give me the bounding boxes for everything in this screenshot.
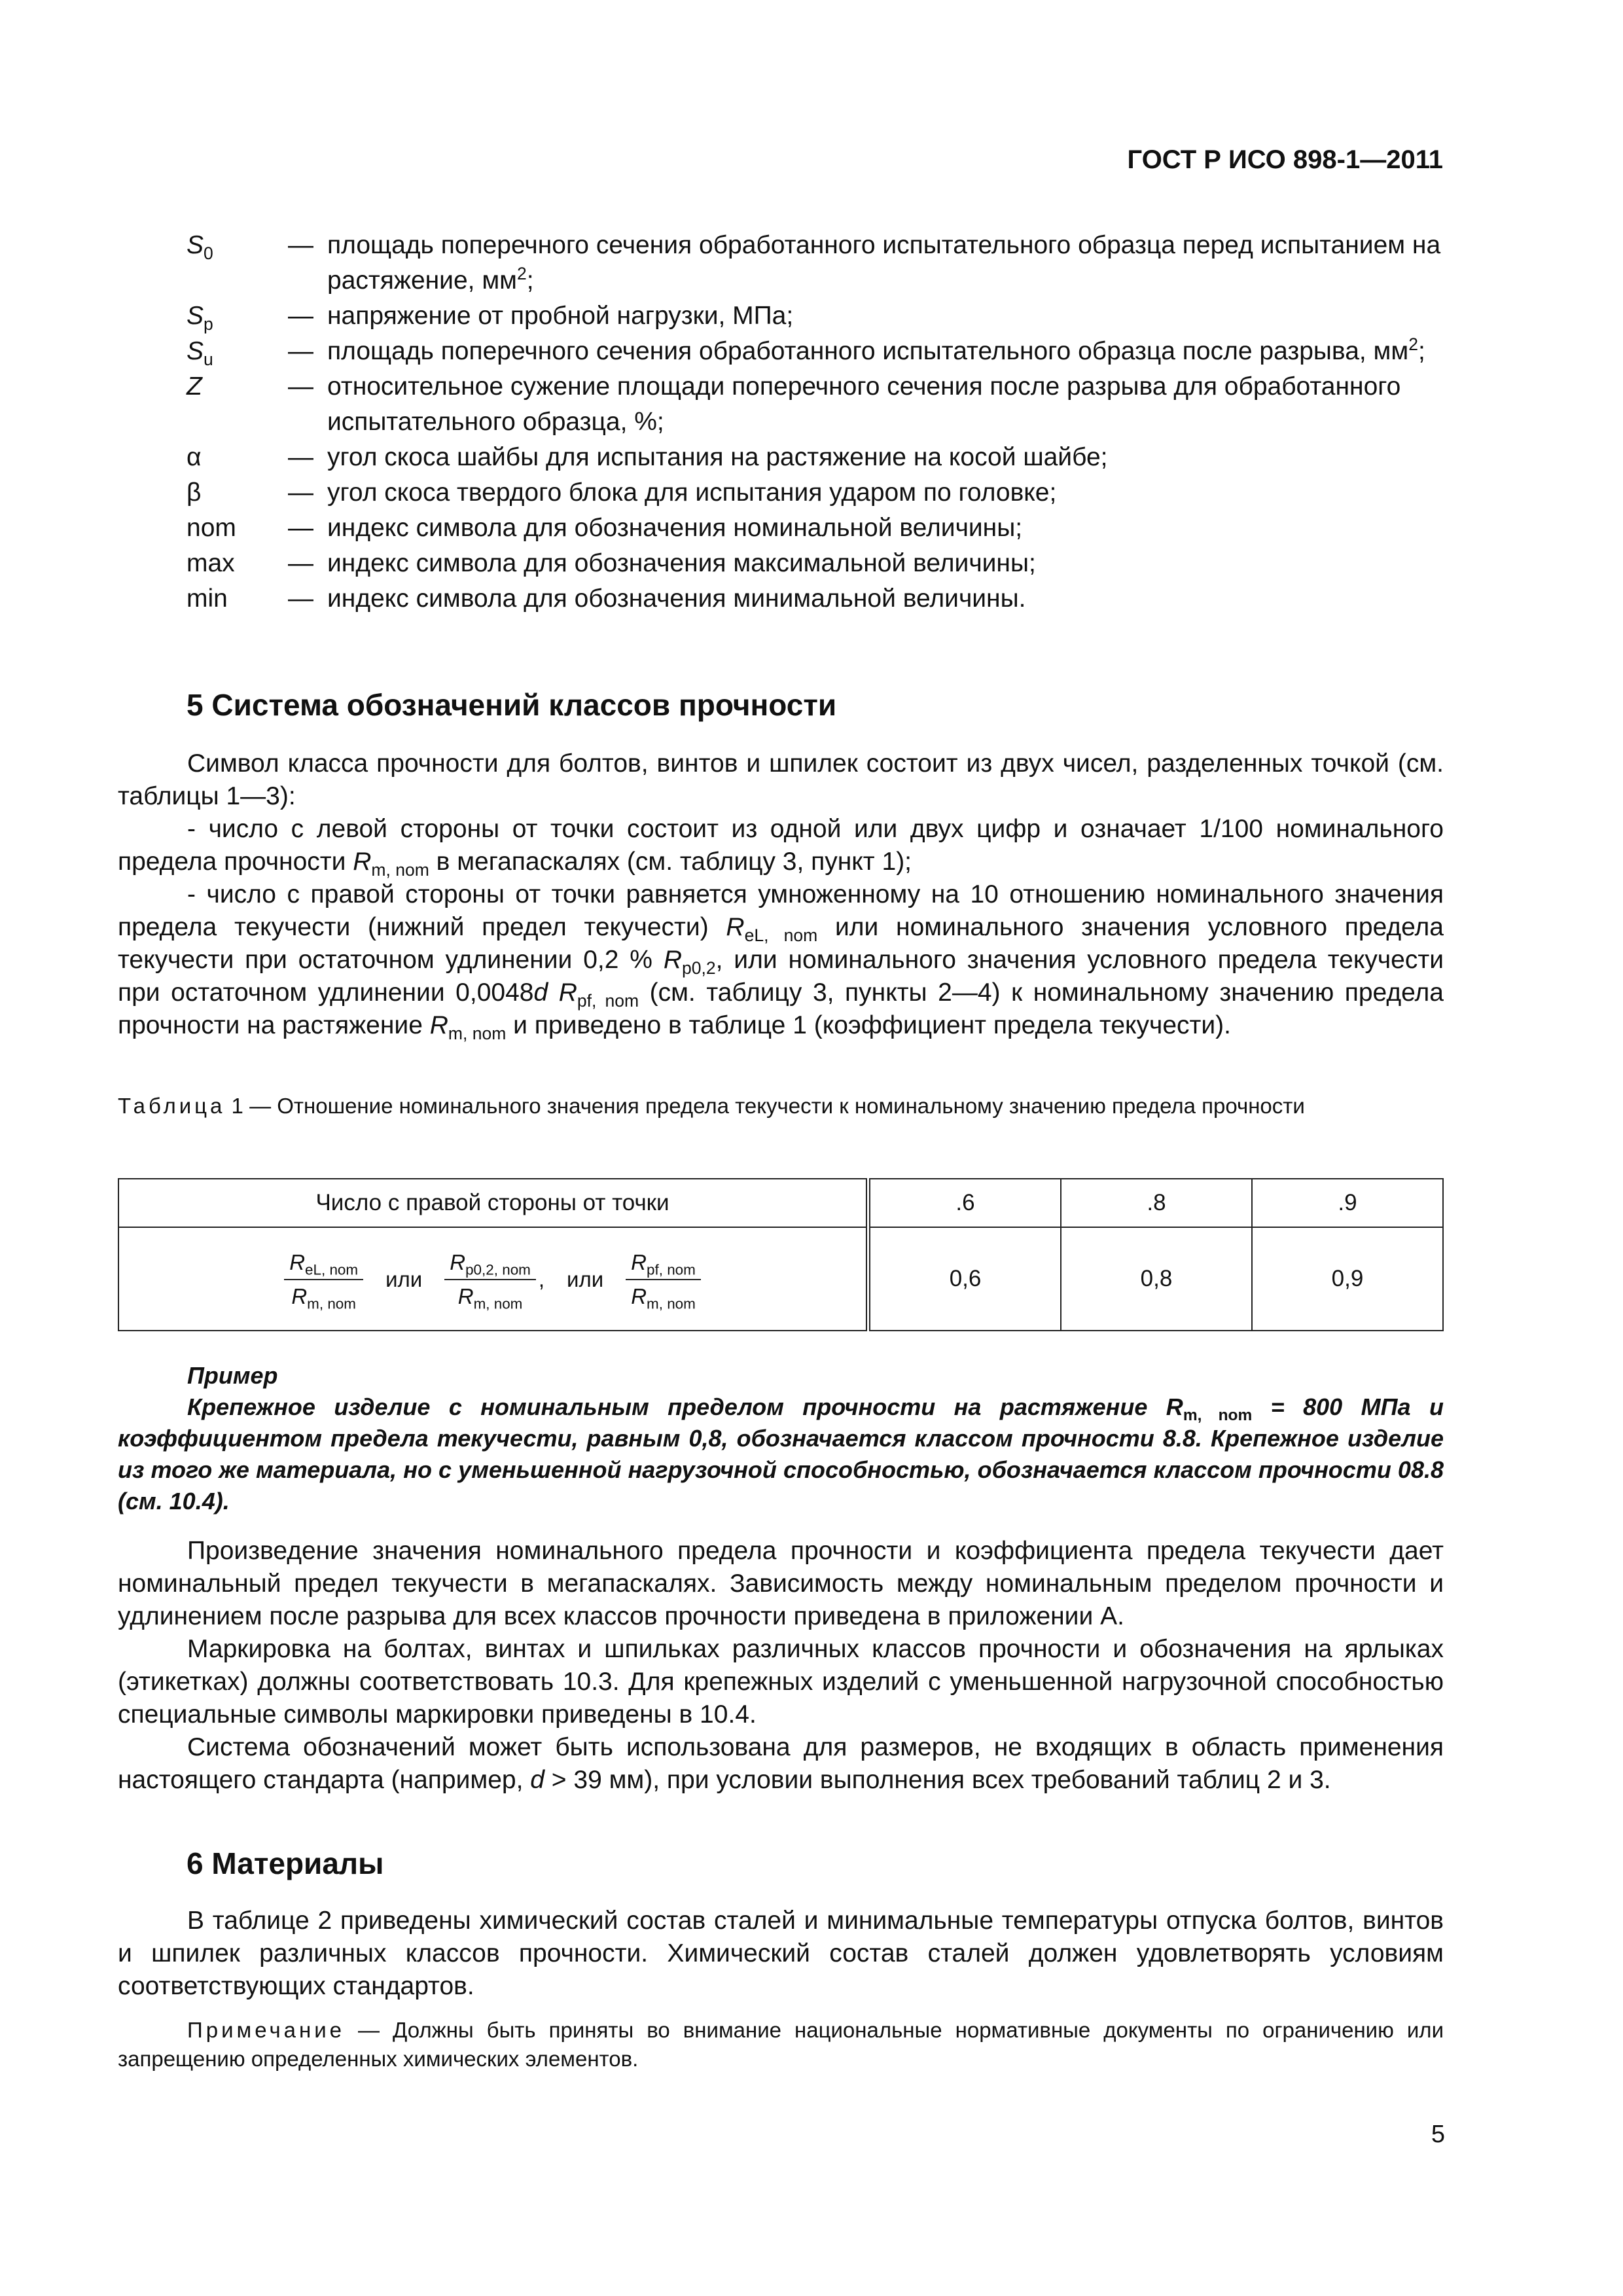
- symbol-definitions: [187, 228, 1443, 617]
- symbol: Z: [187, 372, 202, 401]
- example-title: Пример: [187, 1362, 278, 1389]
- symbol: $S_0$: [187, 231, 213, 263]
- fraction: $\frac{R_{pf, nom}}{R_{m, nom}}$: [626, 1250, 701, 1309]
- table-1: [118, 1178, 1444, 1331]
- definition-z: Z — относительное сужение площади поперечного сечения после разрыва для обработанного испытательного образца, %;: [187, 369, 1443, 440]
- table-cell: 0,9: [1252, 1227, 1443, 1331]
- paragraph: - число с правой стороны от точки равняется умноженному на 10 отношению номинального значения предела текучести (нижний предел текучести) $R_{eL, nom}$ или номинального значения условного предела текучести при остаточном удлинении 0,2 % $R_{p0,2}$, или номинального значения условного предела текучести при остаточном удлинении 0,0048d $R_{pf, nom}$ (см. таблицу 3, пункты 2—4) к номинальному значению предела прочности на растяжение $R_{m, nom}$ и приведено в таблице 1 (коэффициент предела текучести).: [118, 880, 1444, 1043]
- formula-cell: [118, 1227, 868, 1331]
- definition-text: напряжение от пробной нагрузки, МПа;: [327, 302, 794, 330]
- paragraph: В таблице 2 приведены химический состав сталей и минимальные температуры отпуска болтов, винтов и шпилек различных классов прочности. Химический состав сталей должен удовлетворять условиям соответствующих стандартов.: [118, 1907, 1444, 2000]
- table-cell: 0,6: [868, 1227, 1061, 1331]
- definition-sp: $S_p$ — напряжение от пробной нагрузки, МПа;: [187, 298, 1443, 334]
- section-5-heading: 5 Система обозначений классов прочности: [187, 688, 837, 722]
- section-5-text-continued: [118, 1535, 1444, 1797]
- fraction: $\frac{R_{p0,2, nom}}{R_{m, nom}}$: [444, 1250, 536, 1309]
- paragraph: Символ класса прочности для болтов, винтов и шпилек состоит из двух чисел, разделенных точкой (см. таблицы 1—3):: [118, 749, 1444, 810]
- table-1-caption: Таблица 1 — Отношение номинального значения предела текучести к номинальному значению предела прочности: [118, 1094, 1305, 1118]
- definition-text: угол скоса твердого блока для испытания ударом по головке;: [327, 478, 1057, 507]
- definition-text: относительное сужение площади поперечного сечения после разрыва для обработанного испытательного образца, %;: [327, 372, 1401, 436]
- table-header-row: [118, 1179, 1443, 1227]
- definition-max: max — индекс символа для обозначения максимальной величины;: [187, 546, 1443, 581]
- definition-text: индекс символа для обозначения максимальной величины;: [327, 549, 1036, 577]
- yield-ratio-formula: $\frac{R_{eL, nom}}{R_{m, nom}}$ или $\frac{R_{p0,2, nom}}{R_{m, nom}}$ , или $\frac{R_{pf, nom}}{R_{m, nom}}$: [284, 1250, 701, 1309]
- definition-min: min — индекс символа для обозначения минимальной величины.: [187, 581, 1443, 617]
- fraction: $\frac{R_{eL, nom}}{R_{m, nom}}$: [284, 1250, 363, 1309]
- table-cell: 0,8: [1061, 1227, 1252, 1331]
- section-5-text: [118, 747, 1444, 1042]
- symbol: $S_u$: [187, 337, 213, 369]
- symbol: α: [187, 443, 202, 471]
- definition-alpha: α — угол скоса шайбы для испытания на растяжение на косой шайбе;: [187, 440, 1443, 475]
- table-row: [118, 1227, 1443, 1331]
- definition-text: площадь поперечного сечения обработанного испытательного образца после разрыва, $мм^2$;: [327, 334, 1425, 365]
- symbol: max: [187, 549, 235, 577]
- definition-text: индекс символа для обозначения номинальной величины;: [327, 514, 1023, 542]
- table-col-header: .6: [868, 1179, 1061, 1227]
- definition-text: площадь поперечного сечения обработанного испытательного образца перед испытанием на растяжение, $мм^2$;: [327, 231, 1441, 295]
- symbol: β: [187, 478, 202, 507]
- symbol: nom: [187, 514, 236, 542]
- paragraph: - число с левой стороны от точки состоит из одной или двух цифр и означает 1/100 номинального предела прочности $R_{m, nom}$ в мегапаскалях (см. таблицу 3, пункт 1);: [118, 815, 1444, 880]
- section-6-text: [118, 1905, 1444, 2003]
- definition-nom: nom — индекс символа для обозначения номинальной величины;: [187, 511, 1443, 546]
- table-header-cell: Число с правой стороны от точки: [118, 1179, 868, 1227]
- document-code-header: ГОСТ Р ИСО 898-1—2011: [1127, 145, 1443, 174]
- table-col-header: .8: [1061, 1179, 1252, 1227]
- symbol: min: [187, 584, 228, 613]
- definition-text: индекс символа для обозначения минимальной величины.: [327, 584, 1026, 613]
- table-col-header: .9: [1252, 1179, 1443, 1227]
- definition-s0: $S_0$ — площадь поперечного сечения обработанного испытательного образца перед испытанием на растяжение, $мм^2$;: [187, 228, 1443, 298]
- definition-su: $S_u$ — площадь поперечного сечения обработанного испытательного образца после разрыва, $мм^2$;: [187, 334, 1443, 369]
- example-text: Крепежное изделие с номинальным пределом прочности на растяжение $R_{m, nom} = 800$ МПа и коэффициентом предела текучести, равным 0,8, обозначается классом прочности 8.8. Крепежное изделие из того же материала, но с уменьшенной нагрузочной способностью, обозначается классом прочности 08.8 (см. 10.4).: [118, 1393, 1444, 1515]
- definition-beta: β — угол скоса твердого блока для испытания ударом по головке;: [187, 475, 1443, 511]
- symbol: $S_p$: [187, 302, 213, 334]
- note: Примечание — Должны быть приняты во внимание национальные нормативные документы по ограничению или запрещению определенных химических элементов.: [118, 2018, 1444, 2071]
- example-block: [118, 1360, 1444, 1517]
- paragraph: Маркировка на болтах, винтах и шпильках различных классов прочности и обозначения на ярлыках (этикетках) должны соответствовать 10.3. Для крепежных изделий с уменьшенной нагрузочной способностью специальные символы маркировки приведены в 10.4.: [118, 1635, 1444, 1729]
- paragraph: Произведение значения номинального предела прочности и коэффициента предела текучести дает номинальный предел текучести в мегапаскалях. Зависимость между номинальным пределом прочности и удлинением после разрыва для всех классов прочности приведена в приложении А.: [118, 1537, 1444, 1630]
- page-number: 5: [1431, 2121, 1445, 2148]
- definition-text: угол скоса шайбы для испытания на растяжение на косой шайбе;: [327, 443, 1108, 471]
- paragraph: Система обозначений может быть использована для размеров, не входящих в область применения настоящего стандарта (например, d > 39 мм), при условии выполнения всех требований таблиц 2 и 3.: [118, 1733, 1444, 1794]
- section-6-heading: 6 Материалы: [187, 1846, 384, 1880]
